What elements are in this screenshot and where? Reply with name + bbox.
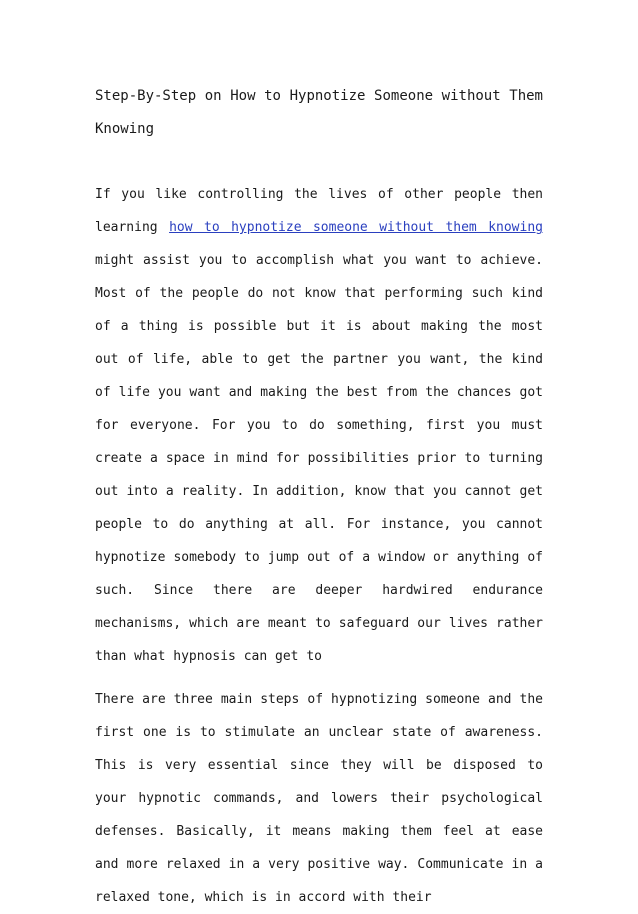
document-title: Step-By-Step on How to Hypnotize Someone without Them Knowing: [95, 88, 543, 137]
hypnotize-article-link[interactable]: how to hypnotize someone without them knowing: [169, 220, 543, 235]
spacer: [95, 146, 543, 178]
paragraph-intro-lead: If you like controlling the lives of other people then learning: [95, 187, 543, 235]
paragraph-intro-rest: might assist you to accomplish what you want to achieve. Most of the people do not know that performing such kind of a thing is possible but it is about making the most out of life, able to get the partner you want, the kind of life you want and making the best from the chances got for everyone. For you to do something, first you must create a space in mind for possibilities prior to turning out into a reality. In addition, know that you cannot get people to do anything at all. For instance, you cannot hypnotize somebody to jump out of a window or anything of such. Since there are deeper hardwired endurance mechanisms, which are meant to safeguard our lives rather than what hypnosis can get to: [95, 253, 543, 664]
paragraph-steps: There are three main steps of hypnotizing someone and the first one is to stimulate an unclear state of awareness. This is very essential since they will be disposed to your hypnotic commands, and lowers their psychological defenses. Basically, it means making them feel at ease and more relaxed in a very positive way. Communicate in a relaxed tone, which is in accord with their: [95, 692, 543, 905]
document-body: [95, 80, 543, 914]
spacer: [95, 673, 543, 683]
paragraph-intro: [95, 178, 543, 673]
